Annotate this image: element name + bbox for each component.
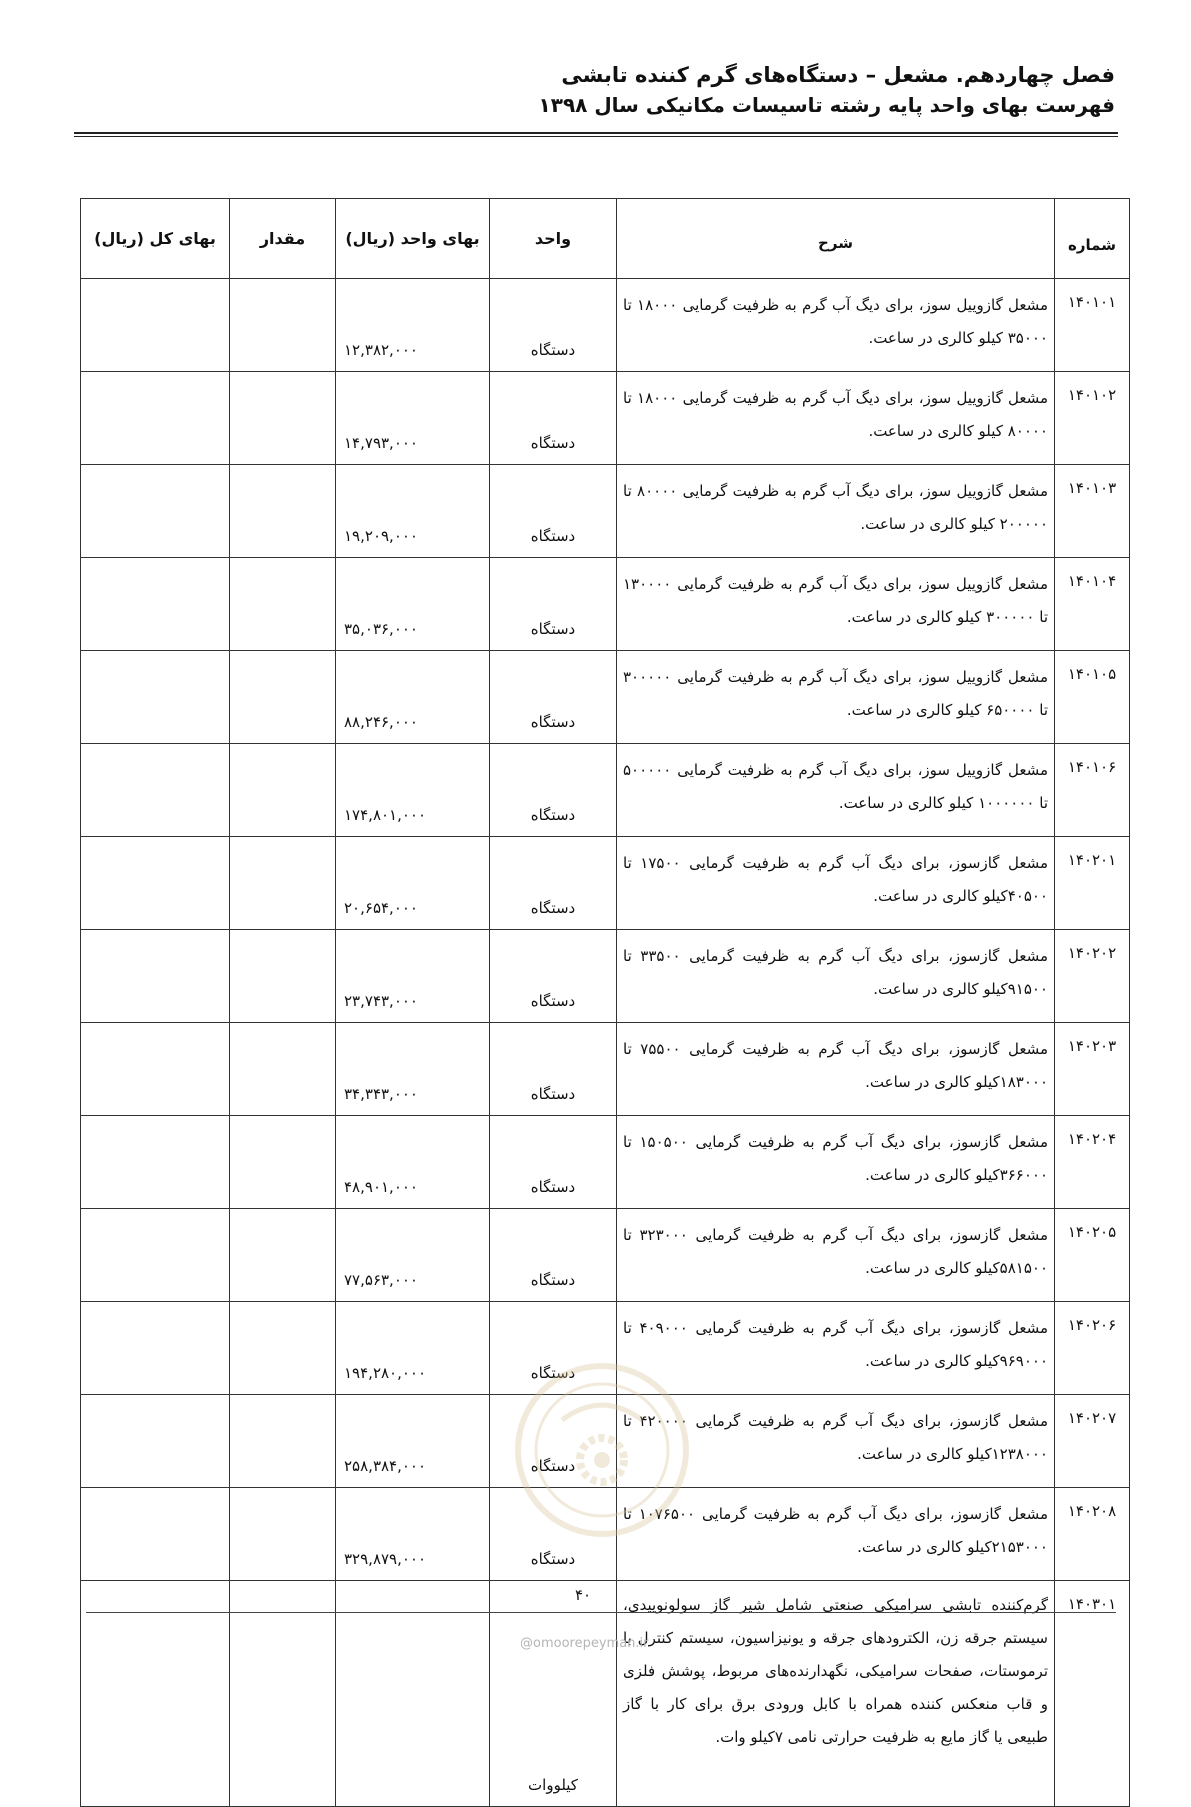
item-unit-price: ۱۲,۳۸۲,۰۰۰ bbox=[336, 279, 490, 372]
chapter-title: فصل چهاردهم. مشعل – دستگاه‌های گرم کننده تابشی bbox=[561, 63, 1115, 87]
item-code: ۱۴۰۲۰۵ bbox=[1055, 1209, 1130, 1302]
item-total bbox=[81, 1023, 230, 1116]
item-unit-price: ۳۲۹,۸۷۹,۰۰۰ bbox=[336, 1488, 490, 1581]
item-description: مشعل گازسوز، برای دیگ آب گرم به ظرفیت گرمایی ۷۵۵۰۰ تا ۱۸۳۰۰۰کیلو کالری در ساعت. bbox=[617, 1023, 1055, 1116]
item-code: ۱۴۰۲۰۳ bbox=[1055, 1023, 1130, 1116]
item-description: مشعل گازسوز، برای دیگ آب گرم به ظرفیت گرمایی ۱۰۷۶۵۰۰ تا ۲۱۵۳۰۰۰کیلو کالری در ساعت. bbox=[617, 1488, 1055, 1581]
item-quantity bbox=[230, 1116, 336, 1209]
item-unit: دستگاه bbox=[490, 837, 617, 930]
item-unit-price: ۸۸,۲۴۶,۰۰۰ bbox=[336, 651, 490, 744]
table-row bbox=[81, 837, 1130, 930]
item-quantity bbox=[230, 837, 336, 930]
table-row bbox=[81, 465, 1130, 558]
page-header bbox=[539, 60, 1115, 120]
item-quantity bbox=[230, 1488, 336, 1581]
item-description: مشعل گازسوز، برای دیگ آب گرم به ظرفیت گرمایی ۱۷۵۰۰ تا ۴۰۵۰۰کیلو کالری در ساعت. bbox=[617, 837, 1055, 930]
item-total bbox=[81, 837, 230, 930]
item-total bbox=[81, 558, 230, 651]
item-unit: دستگاه bbox=[490, 1488, 617, 1581]
item-unit: دستگاه bbox=[490, 930, 617, 1023]
item-total bbox=[81, 930, 230, 1023]
item-unit-price: ۱۷۴,۸۰۱,۰۰۰ bbox=[336, 744, 490, 837]
item-total bbox=[81, 1395, 230, 1488]
item-total bbox=[81, 372, 230, 465]
item-unit: دستگاه bbox=[490, 1302, 617, 1395]
item-unit-price: ۷۷,۵۶۳,۰۰۰ bbox=[336, 1209, 490, 1302]
item-unit: دستگاه bbox=[490, 744, 617, 837]
table-row bbox=[81, 744, 1130, 837]
item-code: ۱۴۰۲۰۴ bbox=[1055, 1116, 1130, 1209]
item-code: ۱۴۰۱۰۵ bbox=[1055, 651, 1130, 744]
table-row bbox=[81, 651, 1130, 744]
item-unit-price: ۲۰,۶۵۴,۰۰۰ bbox=[336, 837, 490, 930]
header-rule bbox=[74, 132, 1118, 134]
item-quantity bbox=[230, 744, 336, 837]
table-header-row bbox=[81, 199, 1130, 279]
item-quantity bbox=[230, 558, 336, 651]
item-total bbox=[81, 1209, 230, 1302]
header-code: شماره bbox=[1055, 199, 1130, 279]
item-quantity bbox=[230, 651, 336, 744]
item-quantity bbox=[230, 279, 336, 372]
table-row bbox=[81, 279, 1130, 372]
item-total bbox=[81, 1488, 230, 1581]
item-unit-price: ۱۹,۲۰۹,۰۰۰ bbox=[336, 465, 490, 558]
item-unit: دستگاه bbox=[490, 1395, 617, 1488]
item-unit: دستگاه bbox=[490, 651, 617, 744]
item-total bbox=[81, 1581, 230, 1807]
item-description: مشعل گازوییل سوز، برای دیگ آب گرم به ظرفیت گرمایی ۸۰۰۰۰ تا ۲۰۰۰۰۰ کیلو کالری در ساعت. bbox=[617, 465, 1055, 558]
header-unit-price: بهای واحد (ریال) bbox=[336, 199, 490, 279]
item-quantity bbox=[230, 930, 336, 1023]
price-list-title: فهرست بهای واحد پایه رشته تاسیسات مکانیکی سال ۱۳۹۸ bbox=[538, 93, 1115, 117]
price-table bbox=[80, 198, 1130, 1807]
item-code: ۱۴۰۱۰۳ bbox=[1055, 465, 1130, 558]
header-unit: واحد bbox=[490, 199, 617, 279]
header-quantity: مقدار bbox=[230, 199, 336, 279]
watermark-seal-icon bbox=[512, 1360, 692, 1540]
item-quantity bbox=[230, 372, 336, 465]
item-total bbox=[81, 744, 230, 837]
item-code: ۱۴۰۲۰۲ bbox=[1055, 930, 1130, 1023]
item-quantity bbox=[230, 465, 336, 558]
item-code: ۱۴۰۱۰۱ bbox=[1055, 279, 1130, 372]
item-description: مشعل گازوییل سوز، برای دیگ آب گرم به ظرفیت گرمایی ۱۸۰۰۰ تا ۳۵۰۰۰ کیلو کالری در ساعت. bbox=[617, 279, 1055, 372]
item-code: ۱۴۰۱۰۶ bbox=[1055, 744, 1130, 837]
table-row bbox=[81, 558, 1130, 651]
item-quantity bbox=[230, 1395, 336, 1488]
table-row bbox=[81, 930, 1130, 1023]
item-unit: دستگاه bbox=[490, 558, 617, 651]
item-description: مشعل گازسوز، برای دیگ آب گرم به ظرفیت گرمایی ۱۵۰۵۰۰ تا ۳۶۶۰۰۰کیلو کالری در ساعت. bbox=[617, 1116, 1055, 1209]
item-total bbox=[81, 1302, 230, 1395]
item-unit: دستگاه bbox=[490, 1209, 617, 1302]
item-quantity bbox=[230, 1581, 336, 1807]
item-description: مشعل گازسوز، برای دیگ آب گرم به ظرفیت گرمایی ۳۲۳۰۰۰ تا ۵۸۱۵۰۰کیلو کالری در ساعت. bbox=[617, 1209, 1055, 1302]
item-unit: دستگاه bbox=[490, 1116, 617, 1209]
item-unit-price: ۲۵۸,۳۸۴,۰۰۰ bbox=[336, 1395, 490, 1488]
item-unit: دستگاه bbox=[490, 372, 617, 465]
table-row bbox=[81, 1023, 1130, 1116]
footer-rule bbox=[86, 1612, 1116, 1613]
item-code: ۱۴۰۲۰۶ bbox=[1055, 1302, 1130, 1395]
item-description: مشعل گازوییل سوز، برای دیگ آب گرم به ظرفیت گرمایی ۵۰۰۰۰۰ تا ۱۰۰۰۰۰۰ کیلو کالری در ساعت. bbox=[617, 744, 1055, 837]
item-total bbox=[81, 1116, 230, 1209]
header-rule-thin bbox=[74, 136, 1118, 137]
item-unit: دستگاه bbox=[490, 279, 617, 372]
item-unit-price: ۳۴,۳۴۳,۰۰۰ bbox=[336, 1023, 490, 1116]
item-unit: کیلووات bbox=[490, 1581, 617, 1807]
item-total bbox=[81, 651, 230, 744]
item-code: ۱۴۰۲۰۸ bbox=[1055, 1488, 1130, 1581]
item-description: مشعل گازسوز، برای دیگ آب گرم به ظرفیت گرمایی ۴۰۹۰۰۰ تا ۹۶۹۰۰۰کیلو کالری در ساعت. bbox=[617, 1302, 1055, 1395]
item-description: مشعل گازسوز، برای دیگ آب گرم به ظرفیت گرمایی ۴۲۰۰۰۰ تا ۱۲۳۸۰۰۰کیلو کالری در ساعت. bbox=[617, 1395, 1055, 1488]
item-description: گرم‌کننده تابشی سرامیکی صنعتی شامل شیر گاز سولونوییدی، سیستم جرقه زن، الکترودهای جرقه و یونیزاسیون، سیستم کنترل با ترموستات، صفحات سرامیکی، نگهدارنده‌های مربوط، پوشش فلزی و قاب منعکس کننده همراه با کابل ورودی برق برای کار با گاز طبیعی یا گاز مایع به ظرفیت حرارتی نامی ۷کیلو وات. bbox=[617, 1581, 1055, 1807]
table-row bbox=[81, 1116, 1130, 1209]
table-row bbox=[81, 1209, 1130, 1302]
item-unit-price: ۳۵,۰۳۶,۰۰۰ bbox=[336, 558, 490, 651]
item-code: ۱۴۰۲۰۱ bbox=[1055, 837, 1130, 930]
item-unit-price: ۲۳,۷۴۳,۰۰۰ bbox=[336, 930, 490, 1023]
item-total bbox=[81, 465, 230, 558]
item-code: ۱۴۰۱۰۲ bbox=[1055, 372, 1130, 465]
item-description: مشعل گازوییل سوز، برای دیگ آب گرم به ظرفیت گرمایی ۱۸۰۰۰ تا ۸۰۰۰۰ کیلو کالری در ساعت. bbox=[617, 372, 1055, 465]
item-description: مشعل گازسوز، برای دیگ آب گرم به ظرفیت گرمایی ۳۳۵۰۰ تا ۹۱۵۰۰کیلو کالری در ساعت. bbox=[617, 930, 1055, 1023]
page-number: ۴۰ bbox=[575, 1586, 592, 1604]
item-quantity bbox=[230, 1209, 336, 1302]
item-code: ۱۴۰۳۰۱ bbox=[1055, 1581, 1130, 1807]
table-row bbox=[81, 1581, 1130, 1807]
header-description: شرح bbox=[617, 199, 1055, 279]
item-unit-price: ۱۹۴,۲۸۰,۰۰۰ bbox=[336, 1302, 490, 1395]
item-unit-price: ۱۴,۷۹۳,۰۰۰ bbox=[336, 372, 490, 465]
item-code: ۱۴۰۱۰۴ bbox=[1055, 558, 1130, 651]
item-quantity bbox=[230, 1302, 336, 1395]
item-description: مشعل گازوییل سوز، برای دیگ آب گرم به ظرفیت گرمایی ۳۰۰۰۰۰ تا ۶۵۰۰۰۰ کیلو کالری در ساعت. bbox=[617, 651, 1055, 744]
item-total bbox=[81, 279, 230, 372]
item-code: ۱۴۰۲۰۷ bbox=[1055, 1395, 1130, 1488]
table-row bbox=[81, 372, 1130, 465]
item-unit-price bbox=[336, 1581, 490, 1807]
item-quantity bbox=[230, 1023, 336, 1116]
header-total-price: بهای کل (ریال) bbox=[81, 199, 230, 279]
item-unit: دستگاه bbox=[490, 1023, 617, 1116]
item-unit: دستگاه bbox=[490, 465, 617, 558]
website-watermark: @omoorepeyman.ir bbox=[520, 1636, 649, 1651]
item-unit-price: ۴۸,۹۰۱,۰۰۰ bbox=[336, 1116, 490, 1209]
item-description: مشعل گازوییل سوز، برای دیگ آب گرم به ظرفیت گرمایی ۱۳۰۰۰۰ تا ۳۰۰۰۰۰ کیلو کالری در ساعت. bbox=[617, 558, 1055, 651]
